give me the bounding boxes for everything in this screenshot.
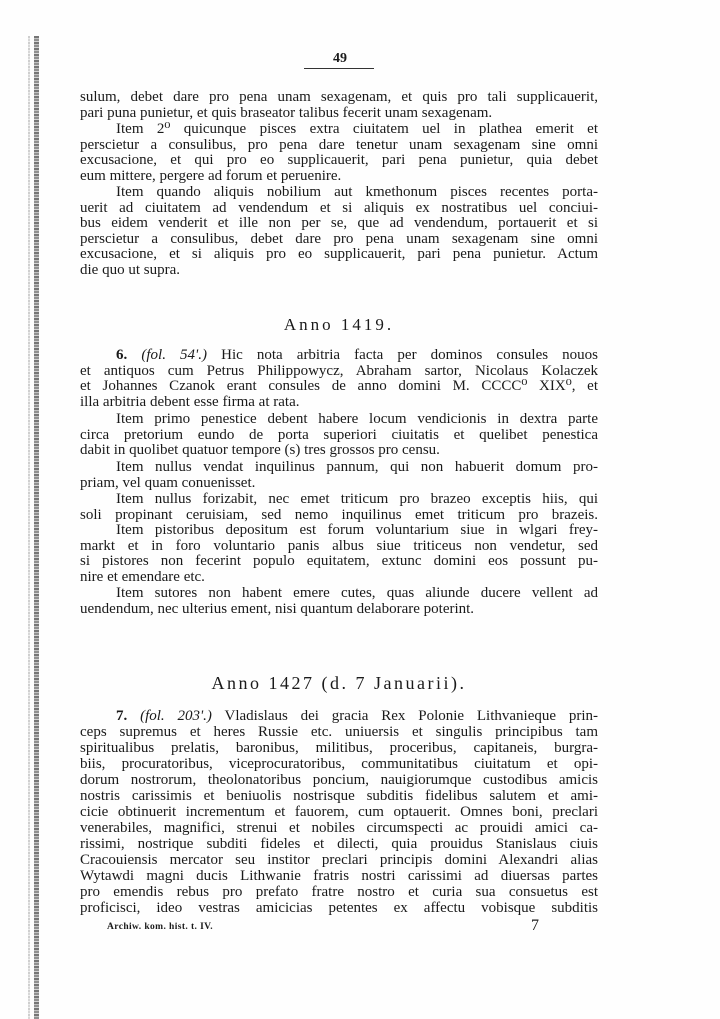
text-line: spiritualibus prelatis, baronibus, militibus, proceribus, capitaneis, burgra-: [80, 740, 598, 756]
text-line: nostris carissimis et beniuolis nostrisque subditis fidelibus salutem et ami-: [80, 788, 598, 804]
paragraph-item-primo: [80, 412, 598, 459]
text-line: bus eidem venderit et ille non per se, que ad vendendum, portauerit et si: [80, 216, 598, 232]
text-line: Item primo penestice debent habere locum vendicionis in dextra parte: [116, 412, 598, 427]
text-line: nire et emendare etc.: [80, 569, 205, 585]
text-line: illa arbitria debent esse firma at rata.: [80, 394, 300, 410]
text-line: venerabiles, magnifici, strenui et nobiles circumspecti ac prouidi amici ca-: [80, 820, 598, 836]
text-line: die quo ut supra.: [80, 262, 180, 278]
text-line: proficisci, ideo vestras amicicias petentes ex affectu vobisque subditis: [80, 900, 598, 916]
folio-reference: (fol. 54'.): [141, 348, 207, 363]
text-line: dorum nostrorum, theolonatoribus poncium, nauigiorumque custodibus amicis: [80, 772, 598, 788]
scan-edge-shadow-outer: [28, 36, 30, 1019]
entry-text: Hic nota arbitria facta per dominos consules nouos: [221, 348, 598, 363]
entry-number: 6.: [116, 348, 128, 363]
text-line: biis, procuratoribus, viceprocuratoribus, communitatibus ciuitatum et opi-: [80, 756, 598, 772]
text-line: Item pistoribus depositum est forum voluntarium siue in wlgari frey-: [116, 523, 598, 538]
paragraph-item-nullus-forizabit: [80, 492, 598, 523]
page-number: 49: [333, 51, 347, 66]
paragraph-item-2: [80, 122, 598, 184]
section-heading-1427: Anno 1427 (d. 7 Januarii).: [211, 673, 467, 693]
entry-first-line: [80, 708, 598, 724]
text-line: perscietur a consulibus, debet dare pro pena unam sexagenam sine omni: [80, 231, 598, 247]
text-line: uerit ad ciuitatem ad vendendum et si aliquis ex nostratibus uel conciui-: [80, 200, 598, 216]
text-line: eum mittere, pergere ad forum et peruenire.: [80, 168, 342, 184]
scan-edge-shadow: [34, 36, 39, 1019]
text-line: circa pretorium eundo de porta superiori ciuitatis et quelibet penestica: [80, 427, 598, 443]
text-line: ceps supremus et heres Russie etc. uniuersis et singulis principibus tam: [80, 724, 598, 740]
page-number-rule: [304, 68, 374, 69]
footer-sheet-number: 7: [531, 917, 539, 934]
text-line: rissimi, nostrique subditi fideles et dilecti, quia prouidus Stanislaus ciuis: [80, 836, 598, 852]
text-line: pari puna punietur, et quis braseator talibus fecerit unam sexagenam.: [80, 105, 493, 121]
text-line: Cracouiensis mercator seu institor preclari principis domini Alexandri alias: [80, 852, 598, 868]
text-line: soli propinant ceruisiam, sed nemo inquilinus emet triticum pro brazeis.: [80, 507, 598, 523]
text-line: Item quando aliquis nobilium aut kmethonum pisces recentes porta-: [116, 185, 598, 200]
text-line: Item sutores non habent emere cutes, quas aliunde ducere vellent ad: [116, 586, 598, 601]
text-line: cicie obtinuerit incrementum et fauorem, cum optauerit. Omnes boni, preclari: [80, 804, 598, 820]
paragraph-item-pistoribus: [80, 523, 598, 585]
entry-text: Vladislaus dei gracia Rex Polonie Lithvanieque prin-: [224, 708, 598, 724]
text-line: pro emendis rebus pro prefato fratre nostro et curia sua consuetus est: [80, 884, 598, 900]
paragraph-item-quando: [80, 185, 598, 279]
text-line: Item nullus forizabit, nec emet triticum pro brazeo exceptis hiis, qui: [116, 492, 598, 507]
text-line: et Johannes Czanok erant consules de anno domini M. CCCC⁰ XIX⁰, et: [80, 379, 598, 395]
footer-signature: Archiw. kom. hist. t. IV.: [107, 922, 213, 932]
folio-reference: (fol. 203'.): [140, 708, 212, 724]
paragraph-continued: [80, 90, 598, 121]
text-line: Wytawdi magni ducis Lithwanie fratris nostri carissimi ad diuersas partes: [80, 868, 598, 884]
text-line: dabit in quolibet quatuor tempore (s) tres grossos pro censu.: [80, 443, 440, 459]
text-line: excusacione, et si aliquis pro eo supplicauerit, pari pena punietur. Actum: [80, 247, 598, 263]
text-line: markt et in foro voluntario panis albus siue triticeus non vendetur, sed: [80, 538, 598, 554]
text-line: si pistores non fecerint populo equitatem, extunc domini eos possunt pu-: [80, 554, 598, 570]
text-line: Item nullus vendat inquilinus pannum, qui non habuerit domum pro-: [116, 460, 598, 475]
entry-7: [80, 708, 598, 916]
text-line: perscietur a consulibus, pro pena dare tenetur unam sexagenam sine omni: [80, 137, 598, 153]
text-line: sulum, debet dare pro pena unam sexagenam, et quis pro tali supplicauerit,: [80, 90, 598, 105]
text-line: priam, vel quam conuenisset.: [80, 475, 256, 491]
paragraph-item-nullus-vendat: [80, 460, 598, 491]
entry-number: 7.: [116, 708, 128, 724]
paragraph-item-sutores: [80, 586, 598, 617]
section-heading-1419: Anno 1419.: [283, 315, 395, 334]
entry-first-line: [80, 348, 598, 364]
text-line: excusacione, et qui pro eo supplicauerit, pari pena punietur, quia debet: [80, 153, 598, 169]
entry-6: [80, 348, 598, 410]
text-line: et antiquos cum Petrus Philippowycz, Abraham sartor, Nicolaus Kolaczek: [80, 363, 598, 379]
text-line: uendendum, nec ulterius ement, nisi quantum delaborare poterint.: [80, 601, 475, 617]
text-line: Item 2⁰ quicunque pisces extra ciuitatem uel in plathea emerit et: [116, 122, 598, 137]
